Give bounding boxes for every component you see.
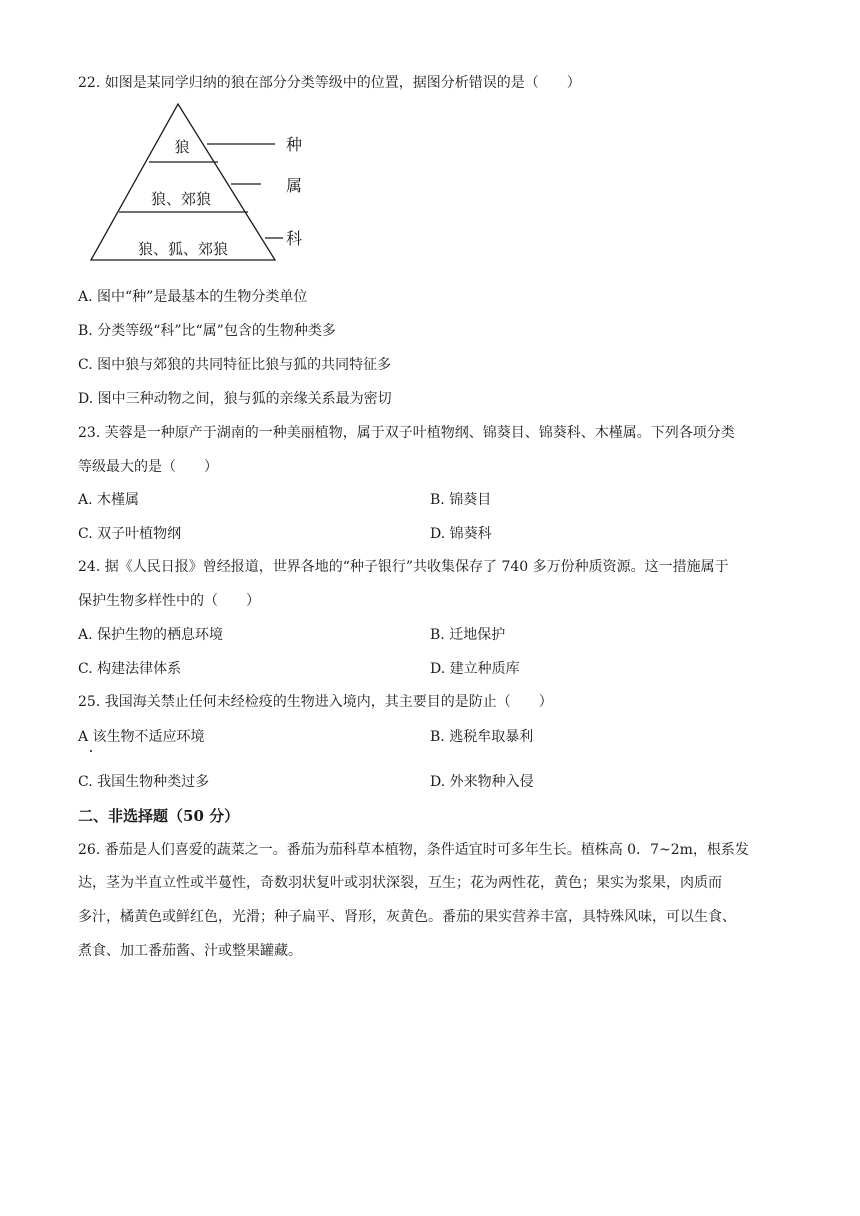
q23-stem-line1: 23. 芙蓉是一种原产于湖南的一种美丽植物，属于双子叶植物纲、锦葵目、锦葵科、木槿属。下列各项分类 (78, 425, 735, 441)
tier-genus-text: 狼、郊狼 (150, 190, 212, 208)
q25-option-a: A 该生物不适应环境 (78, 729, 205, 745)
q22-option-c: C. 图中狼与郊狼的共同特征比狼与狐的共同特征多 (78, 357, 392, 373)
q23-stem-line2: 等级最大的是（ ） (78, 459, 218, 475)
stray-dot (90, 750, 92, 752)
q24-option-d: D. 建立种质库 (430, 661, 520, 677)
tier-species-text: 狼 (174, 138, 190, 156)
q23-option-a: A. 木槿属 (78, 492, 140, 508)
q24-stem-line2: 保护生物多样性中的（ ） (78, 593, 260, 609)
q22-option-a: A. 图中“种”是最基本的生物分类单位 (78, 289, 308, 305)
tier-family-text: 狼、狐、郊狼 (137, 240, 229, 258)
q26-line1: 26. 番茄是人们喜爱的蔬菜之一。番茄为茄科草本植物，条件适宜时可多年生长。植株高 0．7~2m，根系发 (78, 842, 749, 858)
q25-option-d: D. 外来物种入侵 (430, 774, 534, 790)
q23-option-d: D. 锦葵科 (430, 526, 492, 542)
q24-option-c: C. 构建法律体系 (78, 661, 182, 677)
section-heading-non-choice: 二、非选择题（50 分） (78, 807, 240, 825)
q23-option-b: B. 锦葵目 (430, 492, 492, 508)
pyramid-outline (91, 104, 275, 260)
label-family: 科 (286, 229, 303, 248)
q24-stem-line1: 24. 据《人民日报》曾经报道，世界各地的“种子银行”共收集保存了 740 多万份种质资源。这一措施属于 (78, 559, 729, 575)
classification-pyramid-diagram (85, 100, 315, 270)
q24-option-a: A. 保护生物的栖息环境 (78, 627, 224, 643)
q24-option-b: B. 迁地保护 (430, 627, 506, 643)
q26-line3: 多汁，橘黄色或鲜红色，光滑；种子扁平、肾形，灰黄色。番茄的果实营养丰富，具特殊风味，可以生食、 (78, 909, 736, 925)
q22-option-d: D. 图中三种动物之间，狼与狐的亲缘关系最为密切 (78, 391, 392, 407)
label-genus: 属 (286, 176, 303, 195)
q22-stem: 22. 如图是某同学归纳的狼在部分分类等级中的位置，据图分析错误的是（ ） (78, 75, 581, 91)
q23-option-c: C. 双子叶植物纲 (78, 526, 182, 542)
label-species: 种 (286, 135, 303, 154)
q25-stem: 25. 我国海关禁止任何未经检疫的生物进入境内，其主要目的是防止（ ） (78, 694, 553, 710)
q25-option-c: C. 我国生物种类过多 (78, 774, 210, 790)
q22-option-b: B. 分类等级“科”比“属”包含的生物种类多 (78, 323, 336, 339)
q25-option-b: B. 逃税牟取暴利 (430, 729, 534, 745)
q26-line4: 煮食、加工番茄酱、汁或整果罐藏。 (78, 943, 302, 959)
q26-line2: 达，茎为半直立性或半蔓性，奇数羽状复叶或羽状深裂，互生；花为两性花，黄色；果实为浆果，肉质而 (78, 875, 722, 891)
